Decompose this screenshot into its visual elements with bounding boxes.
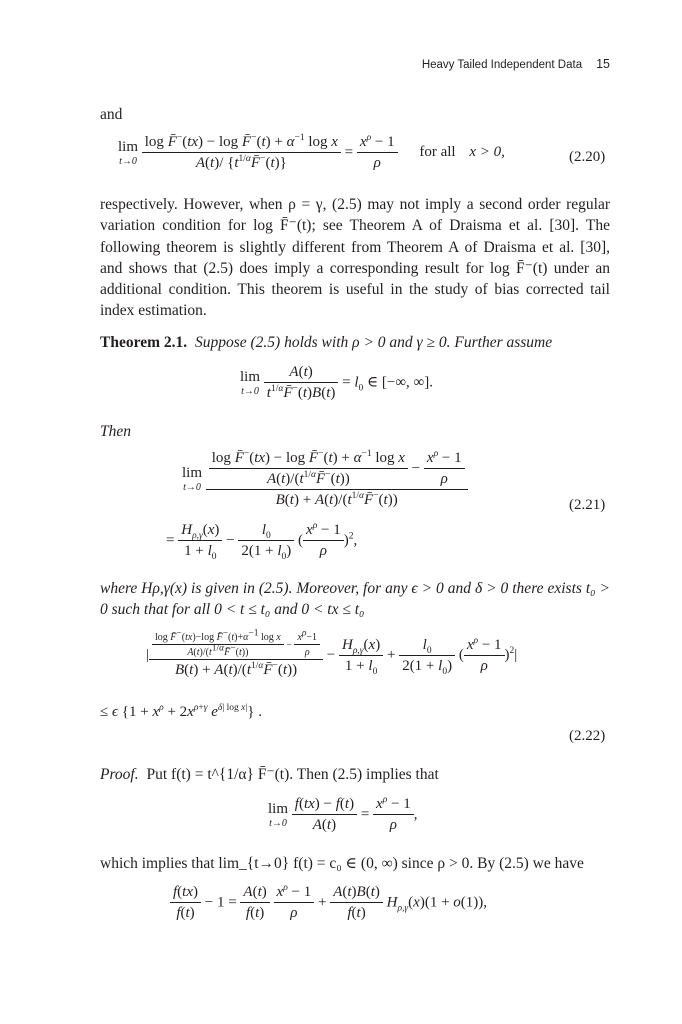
where-paragraph [100, 578, 610, 621]
where-text: where Hρ,γ(x) is given in (2.5). Moreover, for any ϵ > 0 and δ > 0 there exists t₀ > 0 such that for all 0 < t ≤ t₀ and 0 < tx ≤ t₀ [100, 580, 610, 619]
theorem-2-1 [100, 332, 610, 353]
for-all-text: for all [419, 144, 456, 161]
equation-limit-l0: lim t→0 $\frac{A(t)}{t^{1/\alpha}F̄^-(t)B(t)}$ = $l_0$ ∈ [−∞, ∞]. [240, 364, 433, 401]
which-text: which implies that lim_{t→0} f(t) = c₀ ∈ (0, ∞) since ρ > 0. By (2.5) we have [100, 855, 584, 872]
text-and: and [100, 106, 123, 123]
proof-text: Put f(t) = t^{1/α} F̄⁻(t). Then (2.5) implies that [146, 766, 439, 783]
equation-2-20: lim t→0 $\frac{\log F̄^-(tx) - \log F̄^-(t) + \alpha^{-1} \log x}{A(t)/ \{t^{1/\alpha}F̄^-(t)\}}$ = $\frac{x^\rho - 1}{\rho}$ for all x > 0, [118, 133, 505, 171]
equation-2-21-rhs: = $\frac{H_{\rho,\gamma}(x)}{1 + l_0}$ − $\frac{l_0}{2(1 + l_0)}$ ( $\frac{x^\rho - 1}{\rho}$ )$^2$, [166, 521, 358, 562]
running-head [422, 57, 610, 71]
equation-2-22-bound: ≤ ϵ {$1 + x^\rho + 2x^{\rho+\gamma}$ $e^{\delta| log x|}$} . [100, 703, 262, 720]
theorem-label: Theorem 2.1. [100, 334, 188, 351]
equation-f-ratio: $\frac{f(tx)}{f(t)}$ − 1 = $\frac{A(t)}{f(t)}$ $\frac{x^\rho - 1}{\rho}$ + $\frac{A(t)B(t)}{f(t)}$ $H_{\rho,\gamma}(x)(1 + o(1))$, [170, 884, 487, 922]
equation-number-2-22: (2.22) [569, 728, 606, 744]
equation-f-limit: lim t→0 $\frac{f(tx) - f(t)}{A(t)}$ = $\frac{x^\rho - 1}{\rho}$ , [268, 795, 418, 833]
paragraph-1-text: respectively. However, when ρ = γ, (2.5) may not imply a second order regular variation condition for log F̄⁻(t); see Theorem A of Draisma et al. [30]. The following theorem is slightly different from Theorem A of Draisma et al. [30], and shows that (2.5) does imply a corresponding result for log F̄⁻(t) under an additional condition. This theorem is useful in the study of bias corrected tail index estimation. [100, 196, 610, 320]
running-title: Heavy Tailed Independent Data [421, 59, 583, 71]
equation-2-22: | $\frac{\log F̄^-(tx)-\log F̄^-(t)+\alpha^{-1} \log x}{A(t)/(t^{1/\alpha}F̄^-(t))}$ − $\frac{x^\rho-1}{\rho}$ $B(t) + A(t)/(t^{1/\alpha}F̄^-(t))$ − $\frac{H_{\rho,\gamma}(x)}{1 + l_0}$ + $\frac{l_0}{2(1 + l_0)}$ ( $\frac{x^\rho - 1}{\rho}$ )$^2$| [146, 628, 518, 678]
theorem-text: Suppose (2.5) holds with ρ > 0 and γ ≥ 0. Further assume [194, 334, 553, 351]
paragraph-1 [100, 194, 610, 322]
text-then: Then [100, 423, 131, 440]
condition-2-20: x > 0, [469, 144, 505, 161]
equation-number-2-20: (2.20) [569, 149, 606, 165]
equation-number-2-21: (2.21) [569, 497, 606, 513]
proof-label: Proof. [100, 766, 139, 783]
page-number: 15 [596, 57, 610, 71]
which-paragraph [100, 853, 610, 874]
proof-paragraph [100, 764, 610, 785]
equation-2-21: lim t→0 $\frac{\log F̄^-(tx) - \log F̄^-(t) + \alpha^{-1} \log x}{A(t)/(t^{1/\alpha}F̄^-(t))}$ − $\frac{x^\rho - 1}{\rho}$ $B(t) + A(t)/(t^{1/\alpha}F̄^-(t))$ [182, 450, 468, 509]
